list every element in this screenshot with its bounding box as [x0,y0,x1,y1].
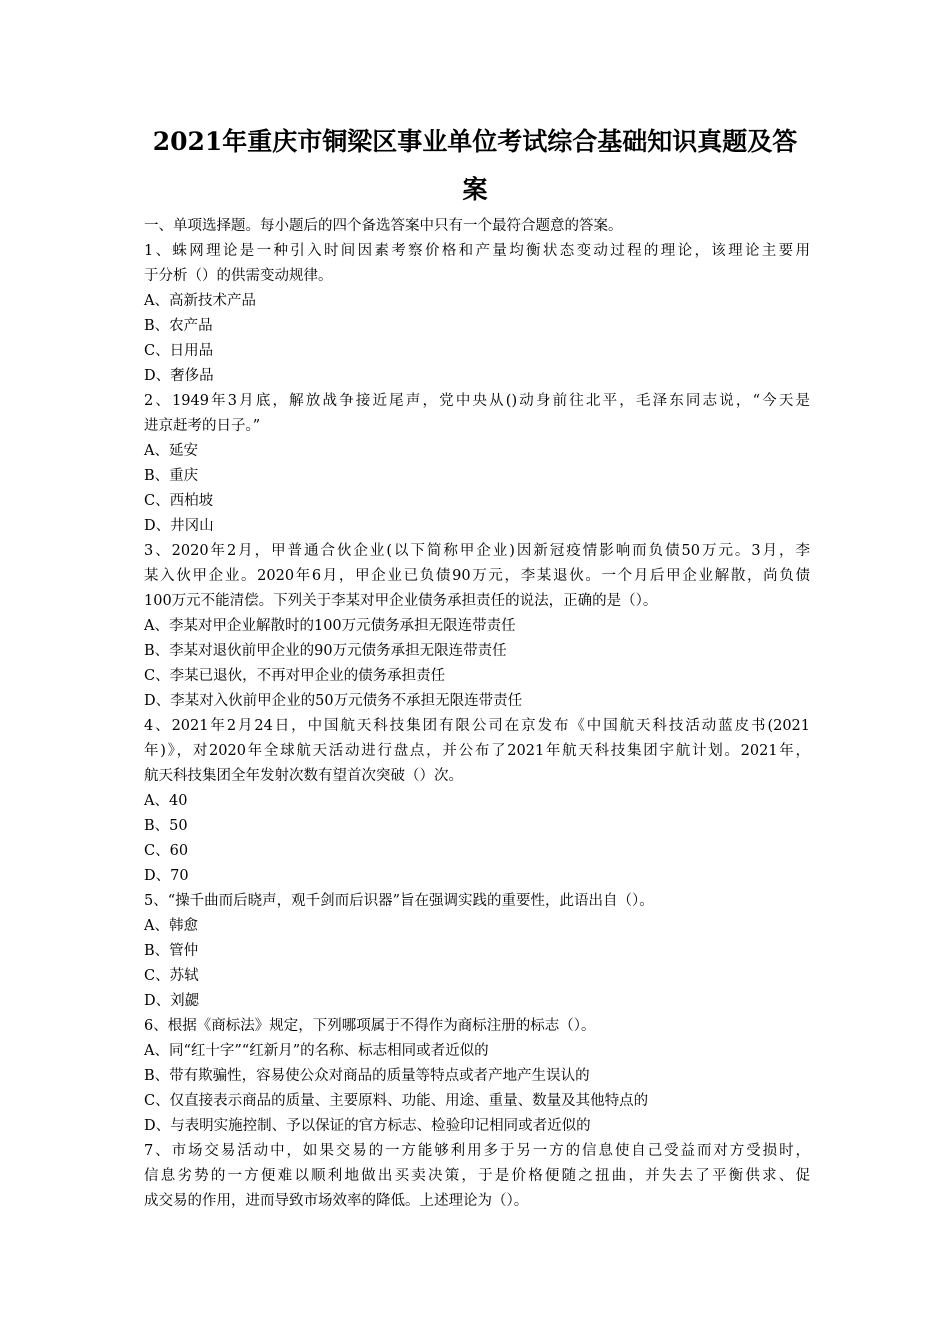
text-line: 5、“操千曲而后晓声，观千剑而后识器”旨在强调实践的重要性，此语出自（）。 [144,893,654,909]
text-line: D、刘勰 [144,993,200,1009]
text-line: 信息劣势的一方便难以顺利地做出买卖决策，于是价格便随之扭曲，并失去了平衡供求、促 [144,1168,810,1184]
text-line: 成交易的作用，进而导致市场效率的降低。上述理论为（）。 [144,1193,529,1209]
text-line: A、李某对甲企业解散时的100万元债务承担无限连带责任 [144,618,516,634]
text-line: 100万元不能清偿。下列关于李某对甲企业债务承担责任的说法，正确的是（）。 [144,593,658,609]
text-line: 4、2021年2月24日，中国航天科技集团有限公司在京发布《中国航天科技活动蓝皮书(2021 [144,718,810,734]
text-line: 一、单项选择题。每小题后的四个备选答案中只有一个最符合题意的答案。 [144,218,623,234]
text-line: C、李某已退伙，不再对甲企业的债务承担责任 [144,668,446,684]
text-line: B、带有欺骗性，容易使公众对商品的质量等特点或者产地产生误认的 [144,1068,590,1084]
text-line: B、农产品 [144,318,213,334]
text-line: B、李某对退伙前甲企业的90万元债务承担无限连带责任 [144,643,507,659]
text-line: D、70 [144,868,189,884]
text-line: D、与表明实施控制、予以保证的官方标志、检验印记相同或者近似的 [144,1118,591,1134]
text-line: C、苏轼 [144,968,199,984]
text-line: 2、1949年3月底，解放战争接近尾声，党中央从()动身前往北平，毛泽东同志说，“今天是 [144,393,810,409]
text-line: 3、2020年2月，甲普通合伙企业(以下简称甲企业)因新冠疫情影响而负债50万元。3月，李 [144,543,810,559]
text-line: 航天科技集团全年发射次数有望首次突破（）次。 [144,768,463,784]
text-line: B、管仲 [144,943,199,959]
text-line: 于分析（）的供需变动规律。 [144,268,333,284]
text-line: A、同“红十字”“红新月”的名称、标志相同或者近似的 [144,1043,489,1059]
text-line: C、60 [144,843,189,859]
document-title-line-1: 2021年重庆市铜梁区事业单位考试综合基础知识真题及答 [152,127,798,156]
text-line: 1、蛛网理论是一种引入时间因素考察价格和产量均衡状态变动过程的理论，该理论主要用 [144,243,810,259]
text-line: C、仅直接表示商品的质量、主要原料、功能、用途、重量、数量及其他特点的 [144,1093,649,1109]
document-title-line-2: 案 [462,175,488,204]
text-line: A、40 [144,793,188,809]
text-line: 某入伙甲企业。2020年6月，甲企业已负债90万元，李某退伙。一个月后甲企业解散，尚负债 [144,568,810,584]
text-line: A、韩愈 [144,918,198,934]
text-line: B、重庆 [144,468,199,484]
text-line: 6、根据《商标法》规定，下列哪项属于不得作为商标注册的标志（）。 [144,1018,596,1034]
text-line: A、延安 [144,443,198,459]
text-line: C、日用品 [144,343,214,359]
text-line: C、西柏坡 [144,493,214,509]
text-line: 年)》，对2020年全球航天活动进行盘点，并公布了2021年航天科技集团宇航计划。2021年， [144,743,810,759]
text-line: A、高新技术产品 [144,293,256,309]
text-line: D、井冈山 [144,518,214,534]
text-line: B、50 [144,818,188,834]
text-line: D、奢侈品 [144,368,214,384]
text-line: 进京赶考的日子。” [144,418,261,434]
text-line: 7、市场交易活动中，如果交易的一方能够利用多于另一方的信息使自己受益而对方受损时， [144,1143,810,1159]
document-body [144,214,810,1214]
text-line: D、李某对入伙前甲企业的50万元债务不承担无限连带责任 [144,693,523,709]
